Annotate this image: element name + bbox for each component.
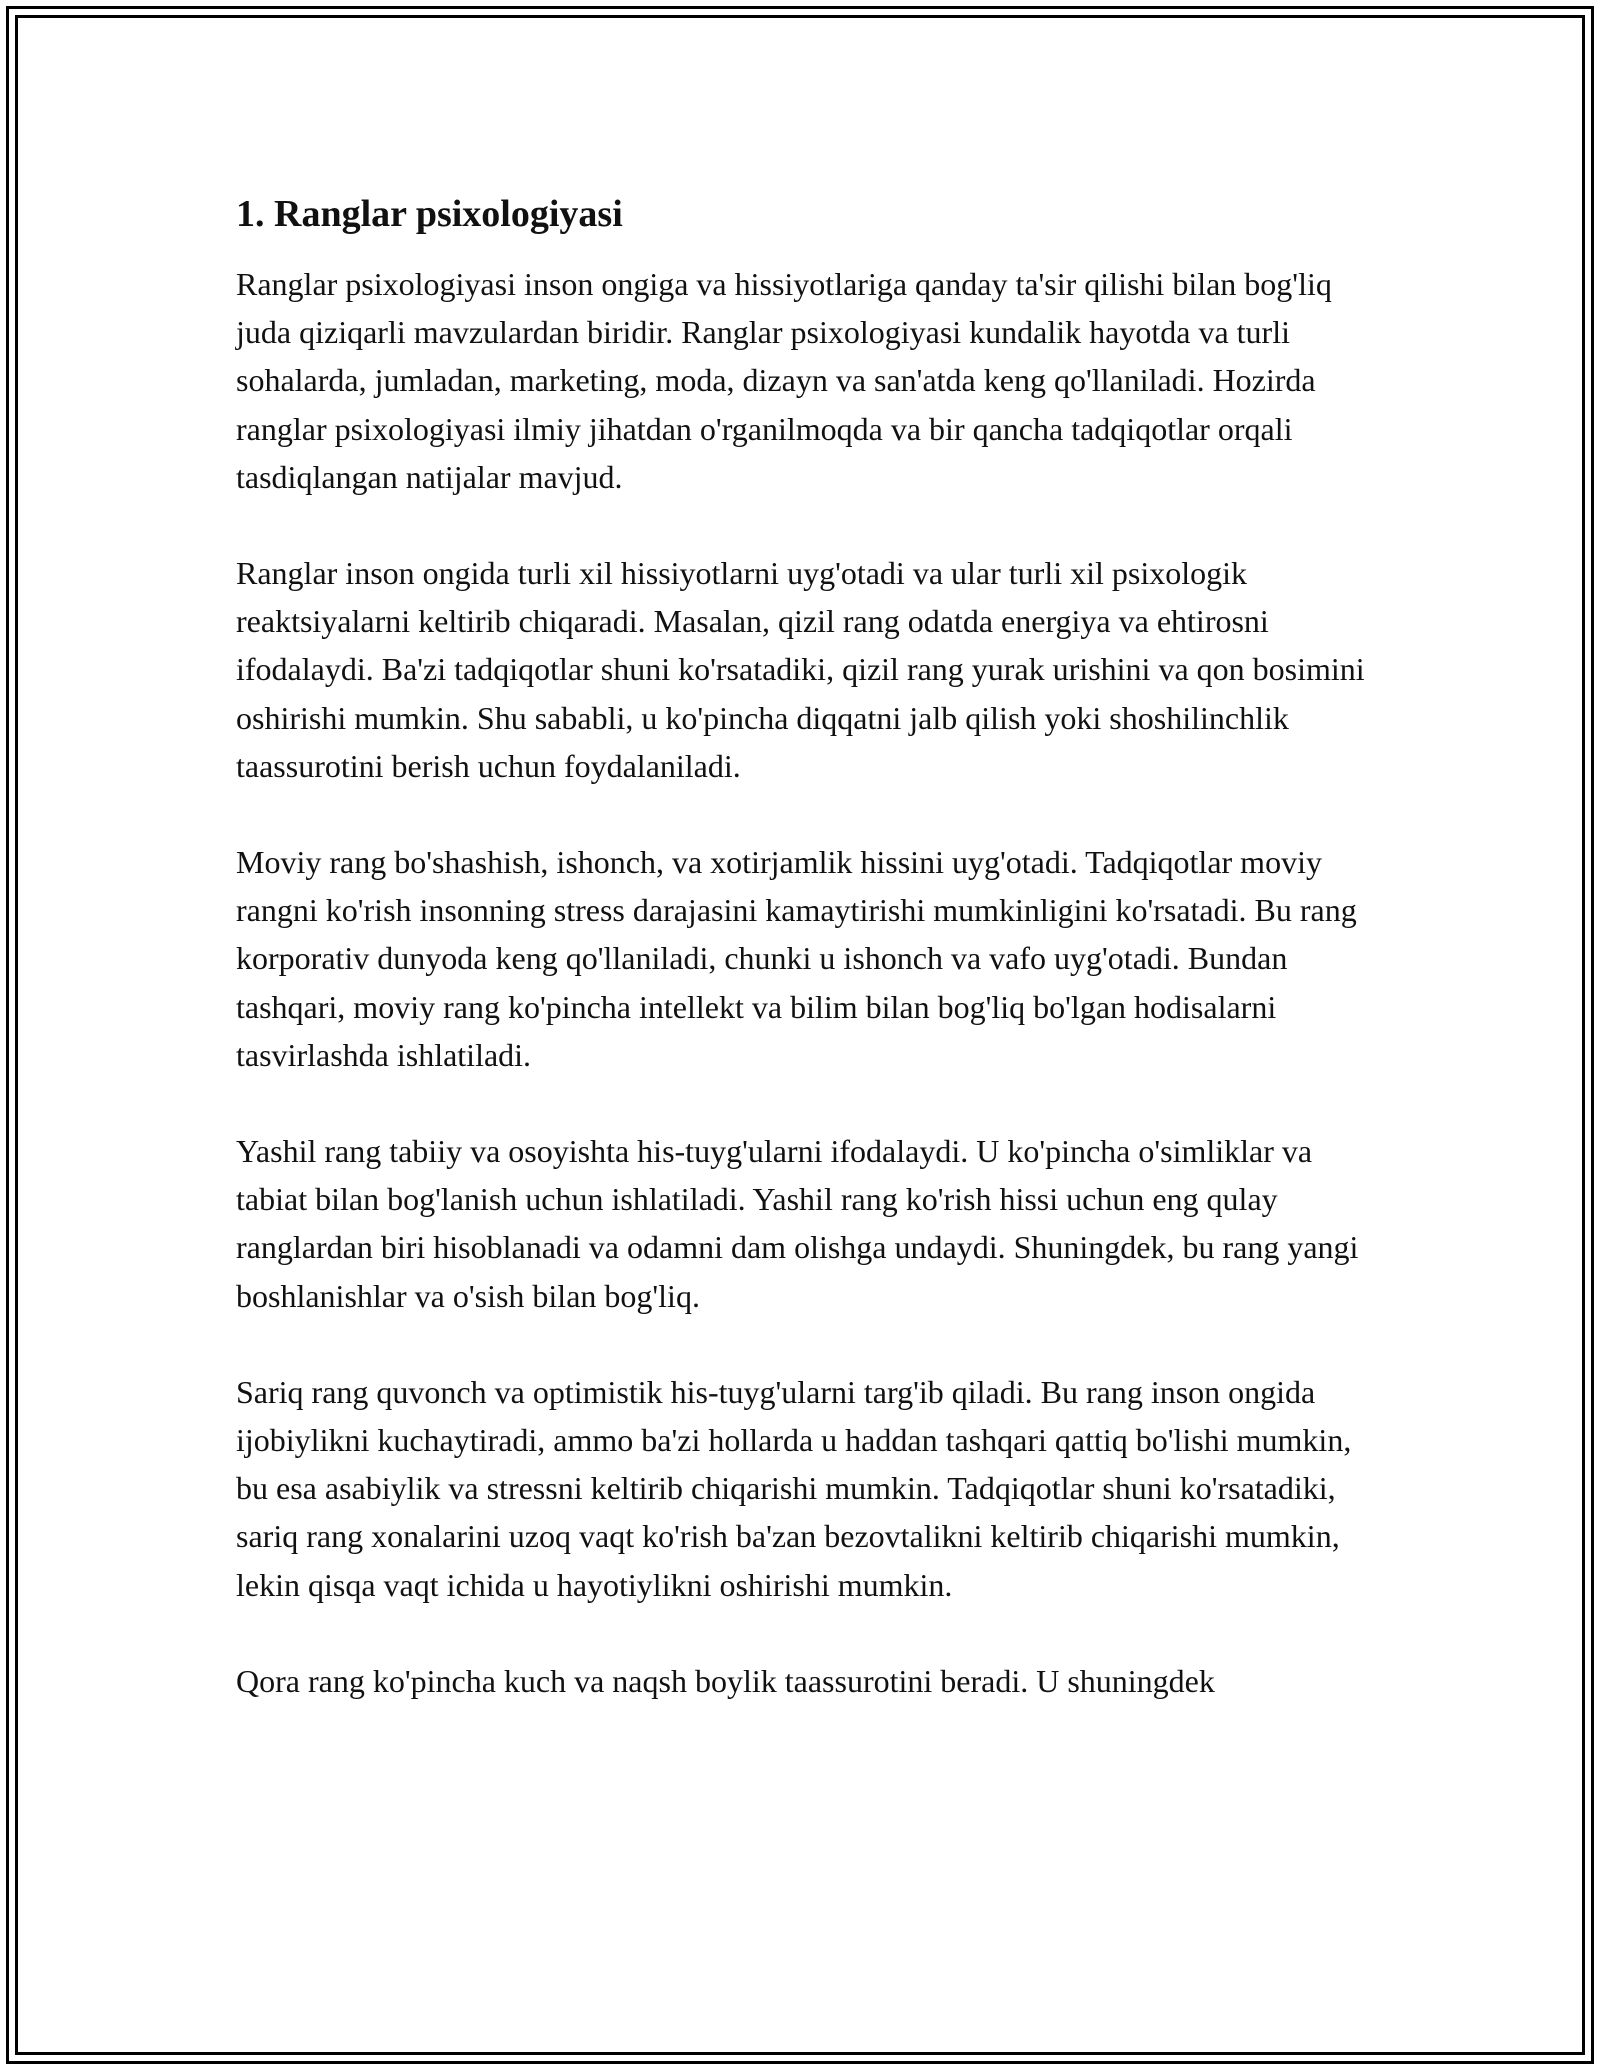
paragraph-blue: Moviy rang bo'shashish, ishonch, va xotirjamlik hissini uyg'otadi. Tadqiqotlar moviy rangni ko'rish insonning stress darajasini kamaytirishi mumkinligini ko'rsatadi. Bu rang korporativ dunyoda keng qo'llaniladi, chunki u ishonch va vafo uyg'otadi. Bundan tashqari, moviy rang ko'pincha intellekt va bilim bilan bog'liq bo'lgan hodisalarni tasvirlashda ishlatiladi. [236, 844, 1357, 1073]
paragraph-red: Ranglar inson ongida turli xil hissiyotlarni uyg'otadi va ular turli xil psixologik reaktsiyalarni keltirib chiqaradi. Masalan, qizil rang odatda energiya va ehtirosni ifodalaydi. Ba'zi tadqiqotlar shuni ko'rsatadiki, qizil rang yurak urishini va qon bosimini oshirishi mumkin. Shu sababli, u ko'pincha diqqatni jalb qilish yoki shoshilinchlik taassurotini berish uchun foydalaniladi. [236, 555, 1365, 784]
paragraph-black: Qora rang ko'pincha kuch va naqsh boylik taassurotini beradi. U shuningdek [236, 1662, 1215, 1699]
paragraph-green: Yashil rang tabiiy va osoyishta his-tuyg'ularni ifodalaydi. U ko'pincha o'simliklar va tabiat bilan bog'lanish uchun ishlatiladi. Yashil rang ko'rish hissi uchun eng qulay ranglardan biri hisoblanadi va odamni dam olishga undaydi. Shuningdek, bu rang yangi boshlanishlar va o'sish bilan bog'liq. [236, 1133, 1359, 1314]
paragraph-yellow: Sariq rang quvonch va optimistik his-tuyg'ularni targ'ib qiladi. Bu rang inson ongida ijobiylikni kuchaytiradi, ammo ba'zi hollarda u haddan tashqari qattiq bo'lishi mumkin, bu esa asabiylik va stressni keltirib chiqarishi mumkin. Tadqiqotlar shuni ko'rsatadiki, sariq rang xonalarini uzoq vaqt ko'rish ba'zan bezovtalikni keltirib chiqarishi mumkin, lekin qisqa vaqt ichida u hayotiylikni oshirishi mumkin. [236, 1373, 1352, 1603]
paragraph-intro: Ranglar psixologiyasi inson ongiga va hissiyotlariga qanday ta'sir qilishi bilan bog'liq juda qiziqarli mavzulardan biridir. Ranglar psixologiyasi kundalik hayotda va turli sohalarda, jumladan, marketing, moda, dizayn va san'atda keng qo'llaniladi. Hozirda ranglar psixologiyasi ilmiy jihatdan o'rganilmoqda va bir qancha tadqiqotlar orqali tasdiqlangan natijalar mavjud. [236, 266, 1332, 495]
section-heading: 1. Ranglar psixologiyasi [236, 193, 623, 235]
document-body [236, 190, 1376, 1753]
